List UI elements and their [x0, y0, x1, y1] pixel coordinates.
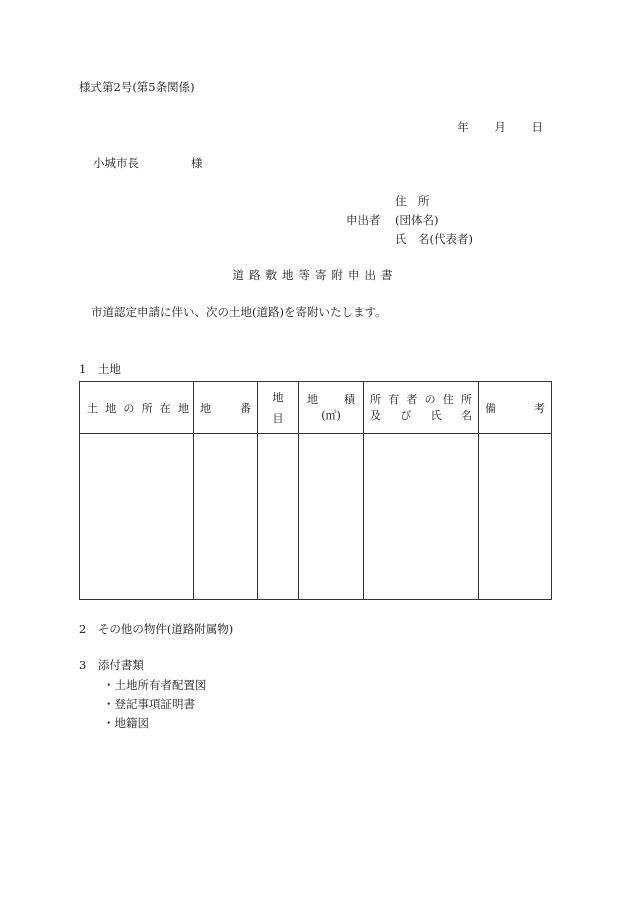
header-owner-char: 名 [460, 408, 472, 422]
cell-area[interactable] [299, 434, 364, 600]
addressee-honorific: 様 [191, 156, 203, 170]
applicant-block [346, 192, 473, 249]
cell-owner[interactable] [364, 434, 479, 600]
list-item: ・土地所有者配置図 [103, 678, 207, 692]
date-year: 年 [457, 120, 469, 134]
header-category-b: 目 [272, 411, 284, 425]
header-remarks-b: 考 [534, 401, 545, 415]
header-owner-char: 所 [460, 392, 472, 406]
header-owner-char: の [424, 392, 436, 406]
header-owner-char: び [400, 408, 412, 422]
applicant-name: 氏 名(代表者) [395, 232, 473, 246]
document-title: 道路敷地等寄附申出書 [232, 268, 398, 282]
cell-location[interactable] [80, 434, 194, 600]
header-category [258, 382, 299, 434]
header-lot-a: 地 [200, 401, 211, 415]
date-day: 日 [531, 120, 543, 134]
header-remarks-a: 備 [485, 401, 496, 415]
header-owner-char: 有 [388, 392, 400, 406]
header-area-unit: (㎡) [321, 408, 341, 422]
header-remarks [479, 382, 552, 434]
header-area-b: 積 [344, 392, 355, 406]
land-table [79, 381, 552, 600]
list-item: ・登記事項証明書 [103, 697, 195, 711]
header-category-a: 地 [272, 390, 284, 404]
section-3-heading: 3 添付書類 [79, 658, 144, 672]
section-1-heading: 1 土地 [79, 362, 121, 376]
cell-lot-number[interactable] [194, 434, 258, 600]
list-item: ・地籍図 [103, 716, 149, 730]
applicant-label: 申出者 [346, 213, 381, 227]
header-area-a: 地 [307, 392, 318, 406]
section-2-heading: 2 その他の物件(道路附属物) [79, 622, 234, 636]
header-owner-char: 者 [406, 392, 418, 406]
applicant-address: 住 所 [395, 194, 430, 208]
addressee-name: 小城市長 [93, 156, 139, 170]
addressee [93, 155, 203, 171]
header-owner-char: 氏 [430, 408, 442, 422]
date-line [435, 119, 543, 135]
body-text: 市道認定申請に伴い、次の土地(道路)を寄附いたします。 [91, 305, 387, 319]
cell-remarks[interactable] [479, 434, 552, 600]
date-month: 月 [494, 120, 506, 134]
table-row [80, 434, 552, 600]
cell-category[interactable] [258, 434, 299, 600]
header-area [299, 382, 364, 434]
attachment-list [103, 676, 207, 733]
table-header-row [80, 382, 552, 434]
header-lot-b: 番 [240, 401, 251, 415]
header-owner-char: 所 [370, 392, 381, 406]
header-owner-char: 住 [442, 392, 454, 406]
form-number: 様式第2号(第5条関係) [79, 80, 195, 94]
header-location: 土地の所在地 [80, 382, 194, 434]
header-owner [364, 382, 479, 434]
header-lot-number [194, 382, 258, 434]
header-owner-char: 及 [370, 408, 381, 422]
applicant-group: (団体名) [395, 213, 439, 227]
